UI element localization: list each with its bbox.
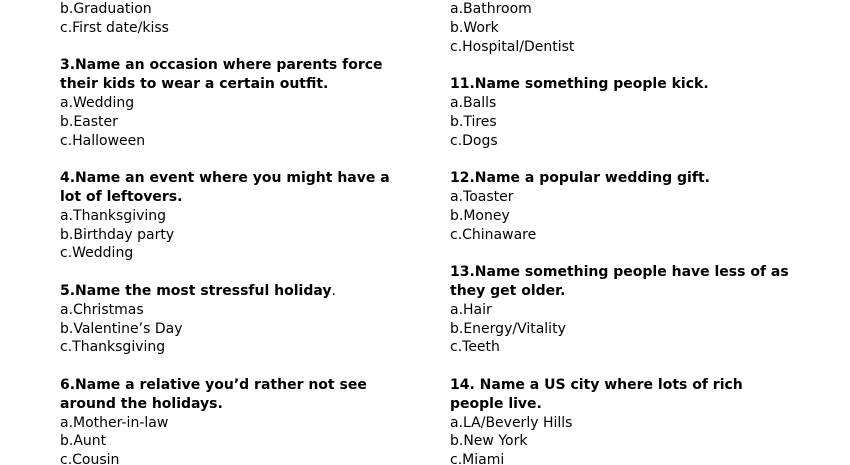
answer-option: a.Balls [450, 94, 497, 111]
question-11: 11.Name something people kick. [450, 76, 709, 93]
answer-option: c.Chinaware [450, 226, 537, 243]
answer-option: b.Birthday party [60, 226, 175, 243]
answer-option: a.Bathroom [450, 1, 532, 17]
answer-option: c.Dogs [450, 132, 498, 149]
answer-option: c.Miami [450, 452, 505, 465]
question-6: 6.Name a relative you’d rather not see around the holidays. [60, 376, 367, 412]
answer-option: b.Tires [450, 113, 497, 130]
answer-option: a.Christmas [60, 301, 144, 318]
answer-option: b.Valentine’s Day [60, 320, 183, 337]
answer-option: a.Wedding [60, 94, 135, 111]
answer-option: a.Mother-in-law [60, 414, 169, 431]
answer-option: c.Cousin [60, 452, 120, 465]
answer-option: a.Toaster [450, 188, 514, 205]
right-column [450, 0, 795, 465]
answer-option: c.Hospital/Dentist [450, 38, 575, 55]
answer-option: c.Halloween [60, 132, 146, 149]
answer-option: b.Graduation [60, 1, 152, 17]
question-5-tail: . [331, 282, 336, 299]
answer-option: c.Teeth [450, 339, 500, 356]
answer-option: a.Thanksgiving [60, 207, 167, 224]
left-column [60, 0, 405, 465]
answer-option: c.Wedding [60, 245, 134, 262]
answer-option: c.Thanksgiving [60, 339, 166, 356]
answer-option: b.New York [450, 433, 528, 450]
answer-option: b.Money [450, 207, 510, 224]
answer-option: c.First date/kiss [60, 19, 169, 36]
answer-option: a.Hair [450, 301, 492, 318]
answer-option: b.Energy/Vitality [450, 320, 566, 337]
question-5-line [60, 282, 405, 301]
question-4: 4.Name an event where you might have a lot of leftovers. [60, 170, 390, 205]
question-3: 3.Name an occasion where parents force their kids to wear a certain outfit. [60, 57, 383, 93]
question-14: 14. Name a US city where lots of rich people live. [450, 376, 743, 412]
answer-option: b.Easter [60, 113, 118, 130]
question-12: 12.Name a popular wedding gift. [450, 170, 710, 187]
question-13: 13.Name something people have less of as they get older. [450, 264, 789, 299]
answer-option: b.Aunt [60, 433, 107, 450]
question-5: 5.Name the most stressful holiday [60, 282, 332, 299]
answer-option: b.Work [450, 19, 499, 36]
answer-option: a.LA/Beverly Hills [450, 414, 573, 431]
